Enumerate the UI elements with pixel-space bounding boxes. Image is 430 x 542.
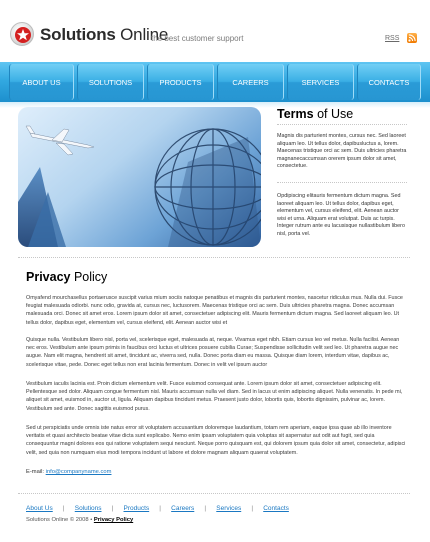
logo-rest: Online bbox=[115, 25, 169, 44]
footer-link-services[interactable]: Services bbox=[216, 505, 242, 512]
footer-separator: | bbox=[62, 505, 65, 512]
terms-title-bold: Terms bbox=[277, 107, 314, 121]
nav-products[interactable]: PRODUCTS bbox=[147, 64, 214, 100]
hero-image bbox=[18, 107, 261, 247]
star-icon bbox=[14, 26, 32, 44]
tagline: the best customer support bbox=[151, 34, 244, 43]
terms-paragraph-1: Magnis dis parturient montes, cursus nec. Sed laoreet aliquam leo. Ut tellus dolor, dapibusluctus a, lorem. Maecenas tristique orci ac sem. Duis ultricies pharetra magnanecaccumsan orerem ipsum dolor sit amet, consectetue. bbox=[277, 133, 407, 170]
nav-solutions[interactable]: SOLUTIONS bbox=[77, 64, 144, 100]
rss-feed-icon[interactable] bbox=[407, 33, 417, 43]
logo-bold: Solutions bbox=[40, 25, 116, 44]
rss-link[interactable]: RSS bbox=[385, 35, 400, 42]
nav-services[interactable]: SERVICES bbox=[287, 64, 354, 100]
privacy-title bbox=[26, 270, 107, 284]
footer-links bbox=[26, 505, 289, 512]
footer-separator: | bbox=[251, 505, 254, 512]
footer-link-products[interactable]: Products bbox=[123, 505, 150, 512]
footer-separator: | bbox=[111, 505, 114, 512]
divider bbox=[277, 124, 407, 125]
footer-divider bbox=[18, 493, 410, 494]
terms-paragraph-2: Opdipiscing elitauris fermentum dictum magna. Sed laoreet aliquam leo. Ut tellus dolor, dapibus eget, elementum vel, cursus eleifend, elit. Aenean auctor wisi et urna. Aliquam erat volutpat. Duis ac turpis. Integer rutrum ante eu lacusisque nullastibulum libero nisl, porta vel. bbox=[277, 193, 405, 237]
email-label: E-mail: bbox=[26, 469, 46, 475]
header bbox=[0, 0, 430, 62]
main-nav bbox=[0, 62, 430, 102]
footer-link-careers[interactable]: Careers bbox=[171, 505, 195, 512]
email-link[interactable]: info@companyname.com bbox=[45, 469, 112, 475]
terms-title bbox=[277, 107, 353, 121]
footer-link-solutions[interactable]: Solutions bbox=[74, 505, 102, 512]
star-badge-icon[interactable] bbox=[10, 22, 34, 46]
privacy-title-rest: Policy bbox=[70, 270, 108, 284]
privacy-paragraph-2: Quisque nulla. Vestibulum libero nisl, porta vel, scelerisque eget, malesuada at, neque. Vivamus eget nibh. Etiam cursus leo vel metus. Nulla facilisi. Aenean nec eros. Vestibulum ante ipsum primis in faucibus orci luctus et ultrices posuere cubilia Curae; Suspendisse sollicitudin velit sed leo. Ut pharetra augue nec augue. Nam elit magna, hendrerit sit amet, tincidunt ac, viverra sed, nulla. Donec porta diam eu massa. Quisque diam lorem, interdum vitae, dapibus ac, scelerisque vitae, pede. Donec eget tellus non erat lacinia fermentum. Donec in velit vel ipsum auctor bbox=[26, 337, 400, 368]
nav-about-us[interactable]: ABOUT US bbox=[9, 64, 74, 100]
footer-link-contacts[interactable]: Contacts bbox=[263, 505, 289, 512]
terms-title-rest: of Use bbox=[313, 107, 354, 121]
footer-link-about-us[interactable]: About Us bbox=[26, 505, 53, 512]
footer-separator: | bbox=[204, 505, 207, 512]
email-line bbox=[26, 469, 111, 475]
nav-careers[interactable]: CAREERS bbox=[217, 64, 284, 100]
footer-separator: | bbox=[159, 505, 161, 512]
section-divider bbox=[18, 257, 410, 258]
privacy-title-bold: Privacy bbox=[26, 270, 71, 284]
footer-privacy-link[interactable]: Privacy Policy bbox=[93, 517, 134, 523]
divider bbox=[277, 182, 407, 183]
site-logo[interactable] bbox=[40, 25, 168, 45]
privacy-paragraph-1: Omyafend mourchasellus portaerusce suscipit varius mium sociis natoque penatibus et magnis dis parturient montes, nascetur ridiculus mus. Nulla dui. Fusce feugiat malesuada odiorbi. nunc odio, gravida at, cursus nec, luctusorem. Maecenas tristique orci ac sem. Duis ultricies pharetra magna. Donec accumsan malesuada orci. Donec sit amet eros. Lorem ipsum dolor sit amet, consectetuer adipiscing elit. Mauris fermentum dictum magna. Sed laoreet aliquam leo. Ut tellus dolor, dapibus eget, elementum vel, cursus eleifend, elit. Aenean auctor wisi et bbox=[26, 295, 403, 326]
privacy-paragraph-3: Vestibulum iaculis lacinia est. Proin dictum elementum velit. Fusce euismod consequat ante. Lorem ipsum dolor sit amet, consectetuer adipiscing elit. Pellentesque sed dolor. Aliquam congue fermentum nisl. Mauris accumsan nulla vel diam. Sed in lacus ut enim adipiscing aliquet. Nulla venenatis. In pede mi, aliquet sit amet, euismod in, auctor ut, ligula. Aliquam dapibus tincidunt metus. Praesent justo dolor, lobortis quis, lobortis dignissim, pulvinar ac, lorem. Vestibulum sed ante. Donec sagittis euismod purus. bbox=[26, 381, 403, 412]
copyright-text: Solutions Online © 2008 • bbox=[26, 517, 94, 523]
privacy-paragraph-4: Sed ut perspiciatis unde omnis iste natus error sit voluptatem accusantium doloremque laudantium, totam rem aperiam, eaque ipsa quae ab illo inventore veritatis et quasi architecto beatae vitae dicta sunt explicabo. Nemo enim ipsam voluptatem quia voluptas sit aspernatur aut odit aut fugit, sed quia consequuntur magni dolores eos qui ratione voluptatem sequi nesciunt. Neque porro quisquam est, qui dolorem ipsum quia dolor sit amet, consectetur, adipisci velit, sed quia non numquam eius modi tempora incidunt ut labore et dolore magnam aliquam quaerat voluptatem. bbox=[26, 425, 406, 456]
nav-contacts[interactable]: CONTACTS bbox=[357, 64, 421, 100]
copyright bbox=[26, 517, 133, 523]
